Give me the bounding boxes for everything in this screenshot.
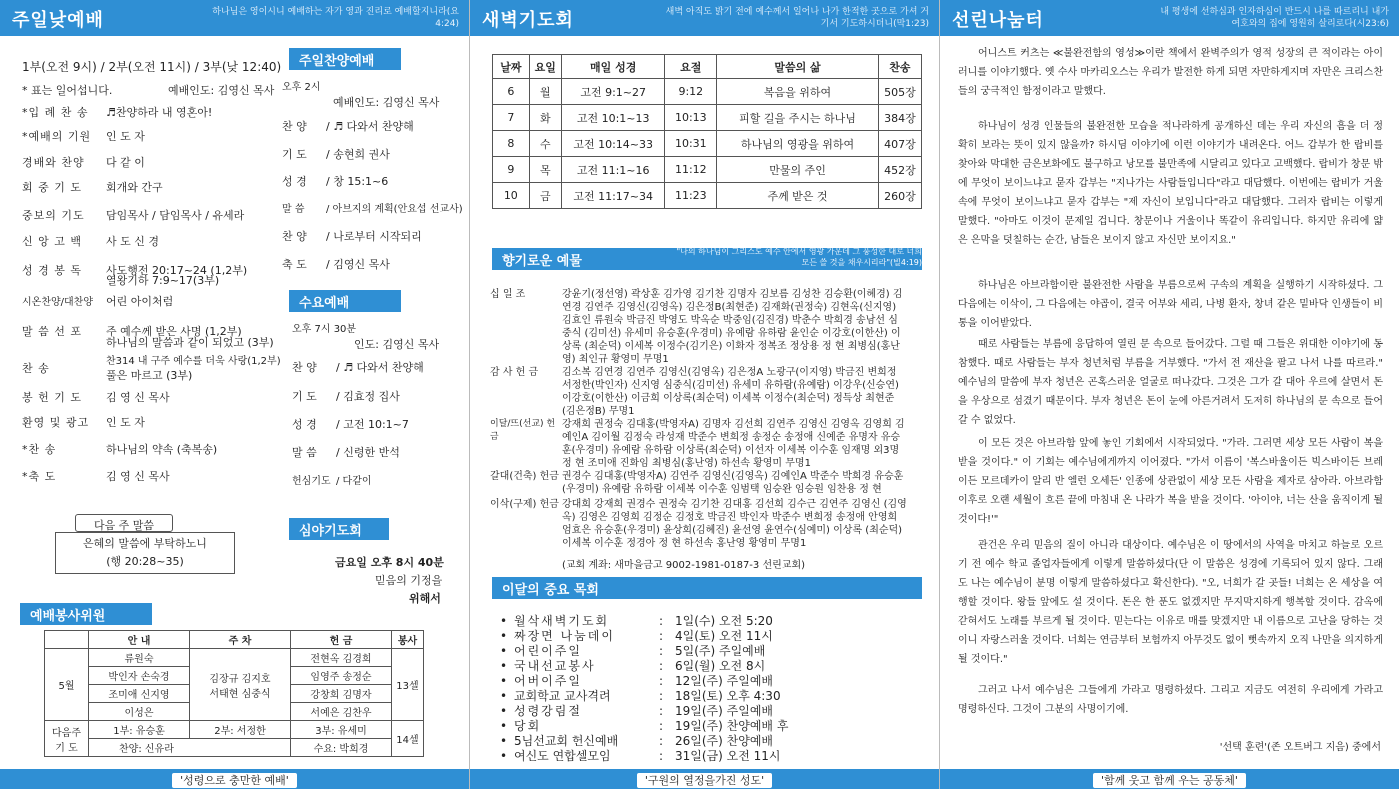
cell-life: 만물의 주인 [717, 157, 879, 183]
cell-bible: 고전 9:1~27 [561, 79, 664, 105]
cell-verse: 10:31 [665, 131, 717, 157]
order-item [22, 128, 145, 144]
dawn-schedule-table [492, 54, 922, 209]
vol-cell: 13셀 [392, 649, 424, 721]
header-quote: 하나님은 영이시니 예배하는 자가 영과 진리로 예배할지니라(요4:24) [212, 7, 459, 29]
event-name: 월삭새벽기도회 [514, 614, 610, 628]
volunteer-table [44, 630, 424, 757]
order-item [22, 179, 163, 195]
vol-offering: 강창희 김명자 [291, 685, 392, 703]
header-bar [0, 0, 469, 36]
order-value: 인 도 자 [106, 416, 145, 429]
cell-bible: 고전 10:14~33 [561, 131, 664, 157]
church-account: (교회 계좌: 새마을금고 9002-1981-0187-3 선린교회) [562, 560, 806, 571]
wed-value: / 신령한 반석 [336, 446, 400, 459]
wed-label: 성 경 [292, 418, 317, 431]
wed-item [292, 472, 372, 487]
night-line1: 금요일 오후 8시 40분 [335, 556, 444, 569]
event-name: 5님선교회 헌신예배 [514, 734, 619, 748]
offering-names: 권경수 김대홍(박영자A) 김연주 김영신(김영옥) 김예인A 박준수 박희경 유승훈 (우경미) 유예람 유하람 이세복 이수훈 임범택 임승완 임승원 임찬용 정 현 [562, 471, 904, 495]
order-item [22, 360, 106, 376]
order-label: *축 도 [22, 470, 57, 483]
list-item: • 성령강림절 : 19일(주) 주일예배 [500, 704, 773, 718]
vol-guide: 조미애 신지영 [89, 685, 190, 703]
column-dawn-prayer [469, 0, 939, 789]
footer-bar [940, 769, 1399, 789]
vol-next-prayer-1: 1부: 유승훈 [89, 721, 190, 739]
order-label: 환영 및 광고 [22, 416, 90, 429]
header-quote: 새벽 아직도 밝기 전에 예수께서 일어나 나가 한적한 곳으로 가셔 거기서 기도하시더니(막1:23) [665, 7, 929, 29]
order-label: 신 앙 고 백 [22, 235, 82, 248]
col-header: 매일 성경 [561, 55, 664, 79]
cell-date: 6 [493, 79, 530, 105]
order-label: 시온찬양/대찬양 [22, 297, 93, 308]
event-name: 어린이주일 [514, 644, 582, 658]
list-item: • 어린이주일 : 5일(주) 주일예배 [500, 644, 766, 658]
event-date: 19일(주) 찬양예배 후 [675, 719, 789, 733]
order-value: 하나님의 약속 (축복송) [106, 443, 218, 456]
worship-times: 1부(오전 9시) / 2부(오전 11시) / 3부(낮 12:40) [22, 60, 282, 74]
table-header-row [493, 55, 922, 79]
page-title: 주일낮예배 [12, 10, 104, 31]
cell-day: 화 [529, 105, 561, 131]
order-value: 사도행전 20:17~24 (1,2부) [106, 264, 248, 277]
cell-day: 수 [529, 131, 561, 157]
order-label: 경배와 찬양 [22, 156, 85, 169]
order-item [22, 389, 170, 405]
vol-next-praise-1: 찬양: 신유라 [89, 739, 291, 757]
event-name: 여신도 연합셀모임 [514, 749, 611, 763]
page-title: 새벽기도회 [482, 10, 574, 31]
order-label: 중보의 기도 [22, 209, 85, 222]
order-label: 봉 헌 기 도 [22, 391, 82, 404]
order-item [22, 293, 173, 309]
cell-bible: 고전 11:17~34 [561, 183, 664, 209]
cell-hymn: 407장 [878, 131, 921, 157]
event-name: 교회학교 교사격려 [514, 689, 611, 703]
praise-item [282, 200, 463, 215]
footer-bar [0, 769, 469, 789]
offering-kind: 감 사 헌 금 [490, 367, 539, 378]
vol-guide: 이성은 [89, 703, 190, 721]
order-item [22, 104, 212, 120]
col-header: 요절 [665, 55, 717, 79]
order-value: 주 예수께 받은 사명 (1,2부) [106, 325, 242, 338]
praise-item [282, 256, 390, 272]
cell-date: 7 [493, 105, 530, 131]
order-value: 어린 아이처럼 [106, 295, 174, 308]
night-line2: 믿음의 기정을 [375, 574, 443, 587]
wed-label: 헌심기도 [292, 476, 331, 487]
order-item [22, 233, 159, 249]
cell-bible: 고전 10:1~13 [561, 105, 664, 131]
list-item: • 당회 : 19일(주) 찬양예배 후 [500, 719, 789, 733]
order-value-2: 하나님의 말씀과 같이 되었고 (3부) [106, 336, 274, 349]
list-item: • 월삭새벽기도회 : 1일(수) 오전 5:20 [500, 614, 773, 628]
order-value: 회개와 간구 [106, 181, 163, 194]
next-word-title: 다음 주 말씀 [75, 514, 173, 532]
praise-label: 찬 양 [282, 120, 307, 133]
column-sunday-worship [0, 0, 469, 789]
cell-verse: 11:23 [665, 183, 717, 209]
next-word-line2: (행 20:28~35) [106, 555, 184, 568]
night-line3: 위해서 [409, 592, 441, 605]
cell-date: 9 [493, 157, 530, 183]
order-value: 김 영 신 목사 [106, 470, 170, 483]
list-item: • 짜장면 나눔데이 : 4일(토) 오전 11시 [500, 629, 773, 643]
vol-header-offering: 헌 금 [291, 631, 392, 649]
order-value: 인 도 자 [106, 130, 145, 143]
vol-header-service: 봉사 [392, 631, 424, 649]
section-wednesday-service: 수요예배 [289, 290, 401, 312]
cell-bible: 고전 11:1~16 [561, 157, 664, 183]
order-label: *찬 송 [22, 443, 57, 456]
praise-label: 말 씀 [282, 204, 305, 215]
praise-label: 찬 양 [282, 230, 307, 243]
praise-value: / ♬ 다와서 찬양해 [326, 120, 414, 133]
next-word-line1: 은혜의 말씀에 부탁하노니 [83, 537, 207, 550]
cell-day: 목 [529, 157, 561, 183]
table-row [493, 105, 922, 131]
col-header: 찬송 [878, 55, 921, 79]
list-item: • 5님선교회 헌신예배 : 26일(주) 찬양예배 [500, 734, 773, 748]
offering-kind: 이달/뜨(선교) 헌금 [490, 419, 556, 442]
wed-value: / 고전 10:1~7 [336, 418, 409, 431]
cell-day: 월 [529, 79, 561, 105]
cell-verse: 10:13 [665, 105, 717, 131]
wed-item [292, 444, 400, 460]
wed-value: / 다같이 [336, 476, 372, 487]
order-item [22, 468, 170, 484]
vol-next-label: 다음주 기 도 [45, 721, 89, 757]
order-item [22, 414, 145, 430]
vol-header-parking: 주 차 [190, 631, 291, 649]
event-name: 당회 [514, 719, 542, 733]
cell-life: 주께 받은 것 [717, 183, 879, 209]
order-value: 다 같 이 [106, 156, 145, 169]
wed-leader: 인도: 김영신 목사 [354, 338, 440, 351]
list-item: • 교회학교 교사격려 : 18일(토) 오후 4:30 [500, 689, 781, 703]
event-name: 짜장면 나눔데이 [514, 629, 615, 643]
header-quote: 내 평생에 선하심과 인자하심이 반드시 나를 따르리니 내가 여호와의 집에 영원히 살리로다(시23:6) [1160, 7, 1389, 29]
section-praise-service: 주일찬양예배 [289, 48, 401, 70]
section-monthly-events: 이달의 중요 목회 [492, 577, 922, 599]
wed-value: / 김효정 집사 [336, 390, 400, 403]
cell-verse: 9:12 [665, 79, 717, 105]
offering-names: 강대희 강재희 권경수 권정숙 김기찬 김대홍 김선희 김수근 김연주 김영신 (김영옥) 김영은 김영희 김정순 김정호 박금진 박인자 박준수 변희정 송정애 안영희 엄효은 유승훈(우경미) 윤상희(김혜진) 윤선영 윤연수(심예미) 이상록 (최순덕) 이세복 이수훈 정경아 정 현 하선속 홍난영 황영미 무명1 [562, 499, 907, 549]
vol-next-cell: 14셀 [392, 721, 424, 757]
section-night-prayer: 심야기도회 [289, 518, 389, 540]
offering-names: 강윤기(정선영) 곽상훈 김가영 김기찬 김명자 김보름 김성찬 김승환(이혜경) 김연경 김연주 김영신(김영옥) 김은정B(최현준) 김재화(권정숙) 김현옥(신지영) 김효인 류원숙 박금진 박영도 박옥순 박중임(김진경) 박춘수 박희경 송남선 심중식 (김미선) 유세미 유승훈(우경미) 유예람 유하람 윤인순 이강호(이한산) 이상록 (최순덕) 이세복 이정수(김기은) 이화자 정복조 정상용 정 현 최병심(홍난영) 최인규 황영미 무명1 [562, 289, 903, 365]
praise-leader: 예배인도: 김영신 목사 [333, 96, 440, 109]
header-bar [470, 0, 939, 36]
order-value: 사 도 신 경 [106, 235, 159, 248]
praise-item [282, 146, 390, 162]
cell-hymn: 384장 [878, 105, 921, 131]
event-date: 5일(주) 주일예배 [675, 644, 766, 658]
order-label: 회 중 기 도 [22, 181, 82, 194]
praise-item [282, 118, 414, 134]
order-value: 담임목사 / 담임목사 / 유세라 [106, 209, 245, 222]
col-header: 날짜 [493, 55, 530, 79]
col-header: 요일 [529, 55, 561, 79]
col-header: 말씀의 삶 [717, 55, 879, 79]
offering-names: 강재희 권정숙 김대홍(박영자A) 김명자 김선희 김연주 김영신 김영옥 김영희 김예인A 김이월 김정숙 라성재 박준수 변희정 송정순 송정애 신예준 유명자 유승훈(우경미) 유예람 유하람 이상록(최순덕) 이선자 이세복 이수훈 임재명 외3명 정 현 조미애 진화임 최병심(홍난영) 하선속 황영미 무명1 [562, 419, 905, 469]
vol-offering: 전현옥 김경희 [291, 649, 392, 667]
wed-item [292, 416, 409, 432]
offering-quote: "나의 하나님이 그리스도 예수 안에서 영광 가운데 그 풍성한 대로 너희 모든 쓸 것을 채우시리라"(빌4:19) [676, 247, 922, 267]
praise-value: / 김영신 목사 [326, 258, 390, 271]
order-label: 찬 송 [22, 362, 50, 375]
order-value-2: 열왕기하 7:9~17(3부) [106, 274, 220, 287]
event-date: 12일(주) 주일예배 [675, 674, 773, 688]
praise-value: / 나로부터 시작되리 [326, 230, 422, 243]
footer-slogan: '성령으로 충만한 예배' [172, 773, 297, 788]
event-name: 어버이주일 [514, 674, 582, 688]
next-word-box [55, 532, 235, 574]
wed-time: 오후 7시 30분 [292, 324, 357, 335]
column-sharing [939, 0, 1399, 789]
article-paragraph: 때로 사람들는 부름에 응답하여 열린 문 속으로 들어갔다. 그럴 때 그들은 위대한 이야기에 동참했다. 때로 사람들는 부자 청년처럼 부름을 거부했다. "가서 전 재산을 팔고 나서 나를 따르라." 예수님의 말씀에 부자 청년은 곤혹스러운 얼굴로 떠나갔다. 그것은 그가 갈 대아 우르에 살면서 돈을 우상으로 섬겼기 때문이다. 부자 청년은 돈이 눈에 아른거려서 도저히 하나님의 문 속으로 들어갈 수 없었다. [958, 339, 1383, 426]
event-name: 성령강림절 [514, 704, 582, 718]
standing-note: * 표는 일어섭니다. [22, 84, 113, 97]
cell-day: 금 [529, 183, 561, 209]
offering-names: 김소복 김연경 김연주 김영신(김영옥) 김은정A 노광구(이지영) 박금진 변희정 서정한(박인자) 신지영 심중식(김미선) 유세미 유하람(유예람) 이강우(신승연) 이강호(이한산) 이금희 이상록(최순덕) 이세복 이정수(최순덕) 정득상 최현준 (김은정B) 무명1 [562, 367, 899, 417]
list-item: • 어버이주일 : 12일(주) 주일예배 [500, 674, 773, 688]
event-date: 6일(월) 오전 8시 [675, 659, 766, 673]
header-bar [940, 0, 1399, 36]
vol-guide: 류원숙 [89, 649, 190, 667]
wed-item [292, 359, 424, 375]
praise-label: 성 경 [282, 175, 307, 188]
table-row [493, 131, 922, 157]
order-label: *입 례 찬 송 [22, 106, 89, 119]
wed-item [292, 388, 400, 404]
praise-value: / 창 15:1~6 [326, 175, 389, 188]
vol-month: 5월 [45, 649, 89, 721]
cell-hymn: 260장 [878, 183, 921, 209]
cell-date: 8 [493, 131, 530, 157]
praise-time: 오후 2시 [282, 82, 321, 93]
praise-value: / 송현희 권사 [326, 148, 390, 161]
order-label: 성 경 봉 독 [22, 264, 82, 277]
section-volunteers: 예배봉사위원 [20, 603, 152, 625]
article-source: '선택 훈련'(존 오트버그 지음) 중에서 [1219, 742, 1381, 753]
article-paragraph: 그러고 나서 예수님은 그들에게 가라고 명령하셨다. 그리고 지금도 여전히 우리에게 가라고 명령하신다. 그것이 그분의 사명이기에. [958, 685, 1383, 715]
cell-hymn: 505장 [878, 79, 921, 105]
list-item: • 여신도 연합셀모임 : 31일(금) 오전 11시 [500, 749, 781, 763]
cell-life: 복음을 위하여 [717, 79, 879, 105]
article-paragraph: 이 모든 것은 아브라함 앞에 놓인 기회에서 시작되었다. "가라. 그러면 세상 모든 사람이 복을 받을 것이다." 이 기회는 예수님에게까지 이어졌다. "가서 이름이 '복스바울이든 빅스바이든 브레이든 모르데카이 알리 반 엘런 오세든' 인종에 상관없이 세상 모든 사람을 제자로 삼아라. 아브라함 이후로 오랜 세월이 흐른 끝에 마침내 온 나라가 복을 받을 것이다. '아이야, 너는 산을 움직이게 될 것이다!'" [958, 438, 1383, 525]
table-row [493, 157, 922, 183]
vol-offering: 서예은 김찬우 [291, 703, 392, 721]
article-paragraph: 하나님이 성경 인물들의 불완전한 모습을 적나라하게 공개하신 데는 우리 자신의 흠을 더 정확히 보라는 뜻이 있지 않을까? 하시딤 이야기에 이런 이야기가 내려온다. 어느 갑부가 한 랍비를 찾아와 막대한 금은보화에도 불구하고 낭모를 불만족에 시달리고 있다고 고백했다. 랍비가 창문 밖에 무엇이 보이느냐고 묻자 갑부는 "지나가는 사람들입니다"라고 대답했다. 이번에는 랍비가 거울 속에 무엇이 보이느냐고 묻자 갑부는 "제 자신이 보입니다"라고 대답했다. 그러자 랍비는 이렇게 말했다. "아마도 이것이 문제일 겁니다. 창문이나 거울이나 똑같이 유리입니다. 하지만 유리에 얇은 은막을 덧칠하는 순간, 남들은 보이지 않고 자신만 보이지요." [958, 121, 1383, 246]
order-value: 찬314 내 구주 예수를 더욱 사랑(1,2부) [106, 356, 281, 367]
offering-kind: 이삭(구제) 헌금 [490, 499, 559, 510]
event-date: 4일(토) 오전 11시 [675, 629, 773, 643]
event-name: 국내선교봉사 [514, 659, 596, 673]
table-row [493, 79, 922, 105]
wed-value: / ♬ 다와서 찬양해 [336, 361, 424, 374]
wed-label: 말 씀 [292, 446, 317, 459]
praise-value: / 아브지의 계획(안요섭 선교사) [326, 204, 463, 215]
wed-label: 찬 양 [292, 361, 317, 374]
praise-item [282, 173, 388, 189]
list-item: • 국내선교봉사 : 6일(월) 오전 8시 [500, 659, 766, 673]
footer-slogan: '구원의 열정을가진 성도' [637, 773, 772, 788]
offering-kind: 십 일 조 [490, 289, 526, 300]
footer-bar [470, 769, 939, 789]
event-date: 26일(주) 찬양예배 [675, 734, 773, 748]
offering-kind: 갈대(건축) 헌금 [490, 471, 559, 482]
order-value: ♬찬양하라 내 영혼아! [106, 106, 213, 119]
worship-leader: 예배인도: 김영신 목사 [168, 84, 275, 97]
table-row [493, 183, 922, 209]
cell-life: 하나님의 영광을 위하여 [717, 131, 879, 157]
cell-date: 10 [493, 183, 530, 209]
order-label: 말 씀 선 포 [22, 325, 82, 338]
page-title: 선린나눔터 [952, 10, 1044, 31]
wed-label: 기 도 [292, 390, 317, 403]
order-value-2: 풀은 마르고 (3부) [106, 369, 193, 382]
vol-parking: 김장규 김지호 서태현 심중식 [190, 649, 291, 721]
article-paragraph: 관건은 우리 믿음의 질이 아니라 대상이다. 예수님은 이 땅에서의 사역을 마치고 하늘로 오르기 전 예수 학교 졸업자들에게 이렇게 말씀하셨다(단 이 말씀은 성경에 기록되어 있지 않다. 그래도 나는 예수님이 분명 이렇게 말씀하셨다고 확신한다). "오, 너희가 갈 곳들! 너희는 온 세상을 여행할 것이다. 왕들 앞에도 설 것이다. 돈은 한 푼도 없겠지만 무지막지하게 행복할 것이다. 감옥에 갇혀서도 노래를 부르게 될 것이다. 믿는다는 이유로 매를 맞겠지만 내 이름으로 고난을 당하는 것이니 자랑스러울 것이다. 너희는 연금부터 보험까지 아무것도 없이 뻣속까지 오직 나만을 의지하게 될 것이다." [958, 540, 1383, 665]
cell-verse: 11:12 [665, 157, 717, 183]
event-date: 31일(금) 오전 11시 [675, 749, 781, 763]
footer-slogan: '함께 웃고 함께 우는 공동체' [1093, 773, 1246, 788]
order-item [22, 441, 217, 457]
order-value: 김 영 신 목사 [106, 391, 170, 404]
event-date: 19일(주) 주일예배 [675, 704, 773, 718]
order-item [22, 207, 244, 223]
vol-next-prayer-2: 2부: 서정한 [190, 721, 291, 739]
praise-label: 기 도 [282, 148, 307, 161]
offering-title: 향기로운 예물 [502, 254, 582, 269]
event-date: 18일(토) 오후 4:30 [675, 689, 781, 703]
vol-header-guide: 안 내 [89, 631, 190, 649]
article-paragraph: 하나님은 아브라함이란 불완전한 사람을 부름으로써 구속의 계획을 실행하기 시작하셨다. 그 다음에는 이삭이, 그 다음에는 야곱이, 결국 어부와 세리, 나병 환자, 창녀 같은 밑바닥 인생들이 비통을 이어받았다. [958, 280, 1383, 329]
vol-guide: 박인자 손숙경 [89, 667, 190, 685]
order-label: *예배의 기원 [22, 130, 92, 143]
praise-item [282, 228, 422, 244]
vol-next-praise-2: 수요: 박희경 [291, 739, 392, 757]
article-paragraph: 어니스트 커츠는 ≪불완전함의 영성≫이란 책에서 완벽주의가 영적 성장의 큰 적이라는 아이러니를 이야기했다. 옛 수사 마카리오스는 우리가 발전한 하게 되면 자만하게지며 자만은 크리스찬들의 궁극적인 함정이라고 말했다. [958, 48, 1383, 97]
vol-next-prayer-3: 3부: 유세미 [291, 721, 392, 739]
praise-label: 축 도 [282, 258, 307, 271]
cell-life: 피할 길을 주시는 하나님 [717, 105, 879, 131]
order-item [22, 154, 145, 170]
event-date: 1일(수) 오전 5:20 [675, 614, 773, 628]
vol-offering: 임영주 송정순 [291, 667, 392, 685]
cell-hymn: 452장 [878, 157, 921, 183]
